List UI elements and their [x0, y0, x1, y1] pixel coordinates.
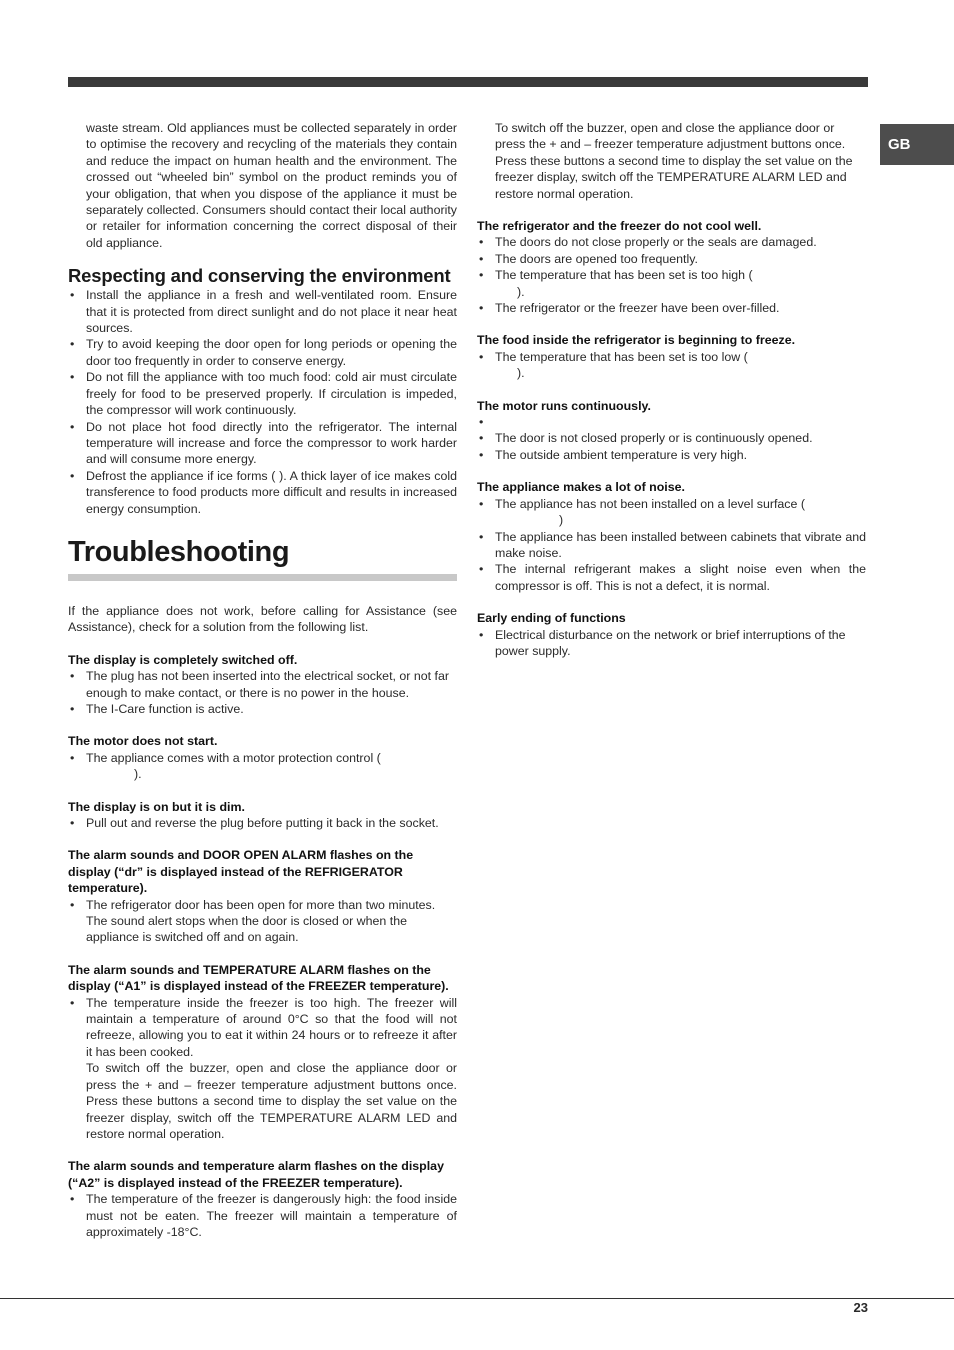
list-item — [68, 750, 457, 783]
list-item: • The temperature of the freezer is dangerously high: the food inside must not be eaten. The freezer will maintain a temperature of approximately -18°C. — [68, 1191, 457, 1240]
problem-heading: The alarm sounds and temperature alarm flashes on the display (“A2” is displayed instead of the FREEZER temperature). — [68, 1159, 444, 1190]
list-item: • Electrical disturbance on the network or brief interruptions of the power supply. — [477, 627, 866, 660]
title-underline — [68, 574, 457, 581]
problem-list — [68, 995, 457, 1143]
item-continuation: ) — [559, 513, 564, 528]
list-item: • The refrigerator door has been open for more than two minutes. The sound alert stops when the door is closed or when the appliance is switched off and on again. — [68, 897, 457, 946]
list-item: • The doors are opened too frequently. — [477, 251, 866, 267]
problem-heading: The food inside the refrigerator is beginning to freeze. — [477, 333, 796, 348]
list-item: • The door is not closed properly or is continuously opened. — [477, 430, 866, 446]
problem-heading: The alarm sounds and DOOR OPEN ALARM flashes on the display (“dr” is displayed instead of the REFRIGERATOR temperature). — [68, 848, 414, 896]
environment-heading: Respecting and conserving the environment — [68, 265, 451, 287]
item-continuation: ). — [517, 284, 525, 299]
problem-list — [68, 750, 457, 783]
list-item: • The appliance has been installed between cabinets that vibrate and make noise. — [477, 529, 866, 562]
item-text: The temperature that has been set is too low ( — [495, 349, 748, 364]
problem-heading: The appliance makes a lot of noise. — [477, 480, 685, 495]
problem-list — [477, 496, 866, 594]
item-text: The appliance has not been installed on a level surface ( — [495, 496, 805, 511]
list-item: • The I-Care function is active. — [68, 701, 457, 717]
problem-list — [68, 668, 457, 717]
continuation-paragraph: To switch off the buzzer, open and close the appliance door or press the + and – freezer temperature adjustment buttons once. Press these buttons a second time to display the set value on the freezer display, switch off the TEMPERATURE ALARM LED and restore normal operation. — [495, 121, 853, 201]
problem-heading: The display is on but it is dim. — [68, 799, 245, 814]
list-item: • The internal refrigerant makes a slight noise even when the compressor is off. This is not a defect, it is normal. — [477, 561, 866, 594]
list-item: • Do not fill the appliance with too much food: cold air must circulate freely for food to be preserved properly. If circulation is impeded, the compressor will work continuously. — [68, 369, 457, 418]
problem-list — [68, 1191, 457, 1240]
item-text: The temperature inside the freezer is too high. The freezer will maintain a temperature of around 0°C so that the food will not refreeze, allowing you to eat it within 24 hours or to refreeze it after it has been cooked. — [86, 995, 457, 1059]
list-item: • The refrigerator or the freezer have been over-filled. — [477, 300, 866, 316]
list-item: • Pull out and reverse the plug before putting it back in the socket. — [68, 815, 457, 831]
item-continuation: To switch off the buzzer, open and close the appliance door or press the + and – freezer temperature adjustment buttons once. Press these buttons a second time to display the set value on the freezer display, switch off the TEMPERATURE ALARM LED and restore normal operation. — [86, 1061, 457, 1141]
problem-heading: Early ending of functions — [477, 611, 626, 626]
footer-rule — [0, 1298, 954, 1299]
problem-list — [477, 349, 866, 382]
list-item: • Install the appliance in a fresh and well-ventilated room. Ensure that it is protected from direct sunlight and do not place it near heat sources. — [68, 287, 457, 336]
problem-list — [477, 234, 866, 316]
language-tab: GB — [880, 124, 954, 165]
problem-heading: The alarm sounds and TEMPERATURE ALARM flashes on the display (“A1” is displayed instead of the FREEZER temperature). — [68, 962, 449, 994]
problem-heading: The motor does not start. — [68, 734, 218, 749]
item-text: The appliance comes with a motor protection control ( — [86, 750, 381, 765]
list-item — [477, 414, 866, 430]
disposal-paragraph: waste stream. Old appliances must be collected separately in order to optimise the recovery and recycling of the materials they contain and reduce the impact on human health and the environment. The crossed out “wheeled bin” symbol on the product reminds you of your obligation, that when you dispose of the appliance it must be separately collected. Consumers should contact their local authority or retailer for information concerning the correct disposal of their old appliance. — [86, 121, 457, 250]
list-item: • The outside ambient temperature is very high. — [477, 447, 866, 463]
right-column — [477, 120, 866, 659]
problem-list — [68, 897, 457, 946]
problem-list — [68, 815, 457, 831]
problem-heading: The motor runs continuously. — [477, 398, 651, 413]
item-continuation: ). — [517, 366, 525, 381]
list-item — [68, 995, 457, 1143]
header-rule — [68, 77, 868, 87]
list-item: • Do not place hot food directly into the refrigerator. The internal temperature will increase and force the compressor to work harder and will consume more energy. — [68, 419, 457, 468]
page-number: 23 — [853, 1300, 868, 1315]
troubleshooting-intro: If the appliance does not work, before calling for Assistance (see Assistance), check for a solution from the following list. — [68, 603, 457, 635]
list-item: • The doors do not close properly or the seals are damaged. — [477, 234, 866, 250]
left-column — [68, 120, 457, 1240]
page-title: Troubleshooting — [68, 535, 290, 568]
list-item — [477, 349, 866, 382]
problem-list — [477, 414, 866, 463]
item-continuation: ). — [134, 767, 142, 782]
problem-list — [477, 627, 866, 660]
problem-heading: The display is completely switched off. — [68, 652, 298, 667]
item-text: The temperature that has been set is too high ( — [495, 268, 753, 283]
list-item: • Defrost the appliance if ice forms ( ). A thick layer of ice makes cold transference to food products more difficult and results in increased energy consumption. — [68, 468, 457, 517]
list-item: • Try to avoid keeping the door open for long periods or opening the door too frequently in order to conserve energy. — [68, 336, 457, 369]
environment-list — [68, 287, 457, 517]
list-item — [477, 267, 866, 300]
list-item: • The plug has not been inserted into the electrical socket, or not far enough to make contact, or there is no power in the house. — [68, 668, 457, 701]
problem-heading: The refrigerator and the freezer do not cool well. — [477, 219, 762, 234]
list-item — [477, 496, 866, 529]
